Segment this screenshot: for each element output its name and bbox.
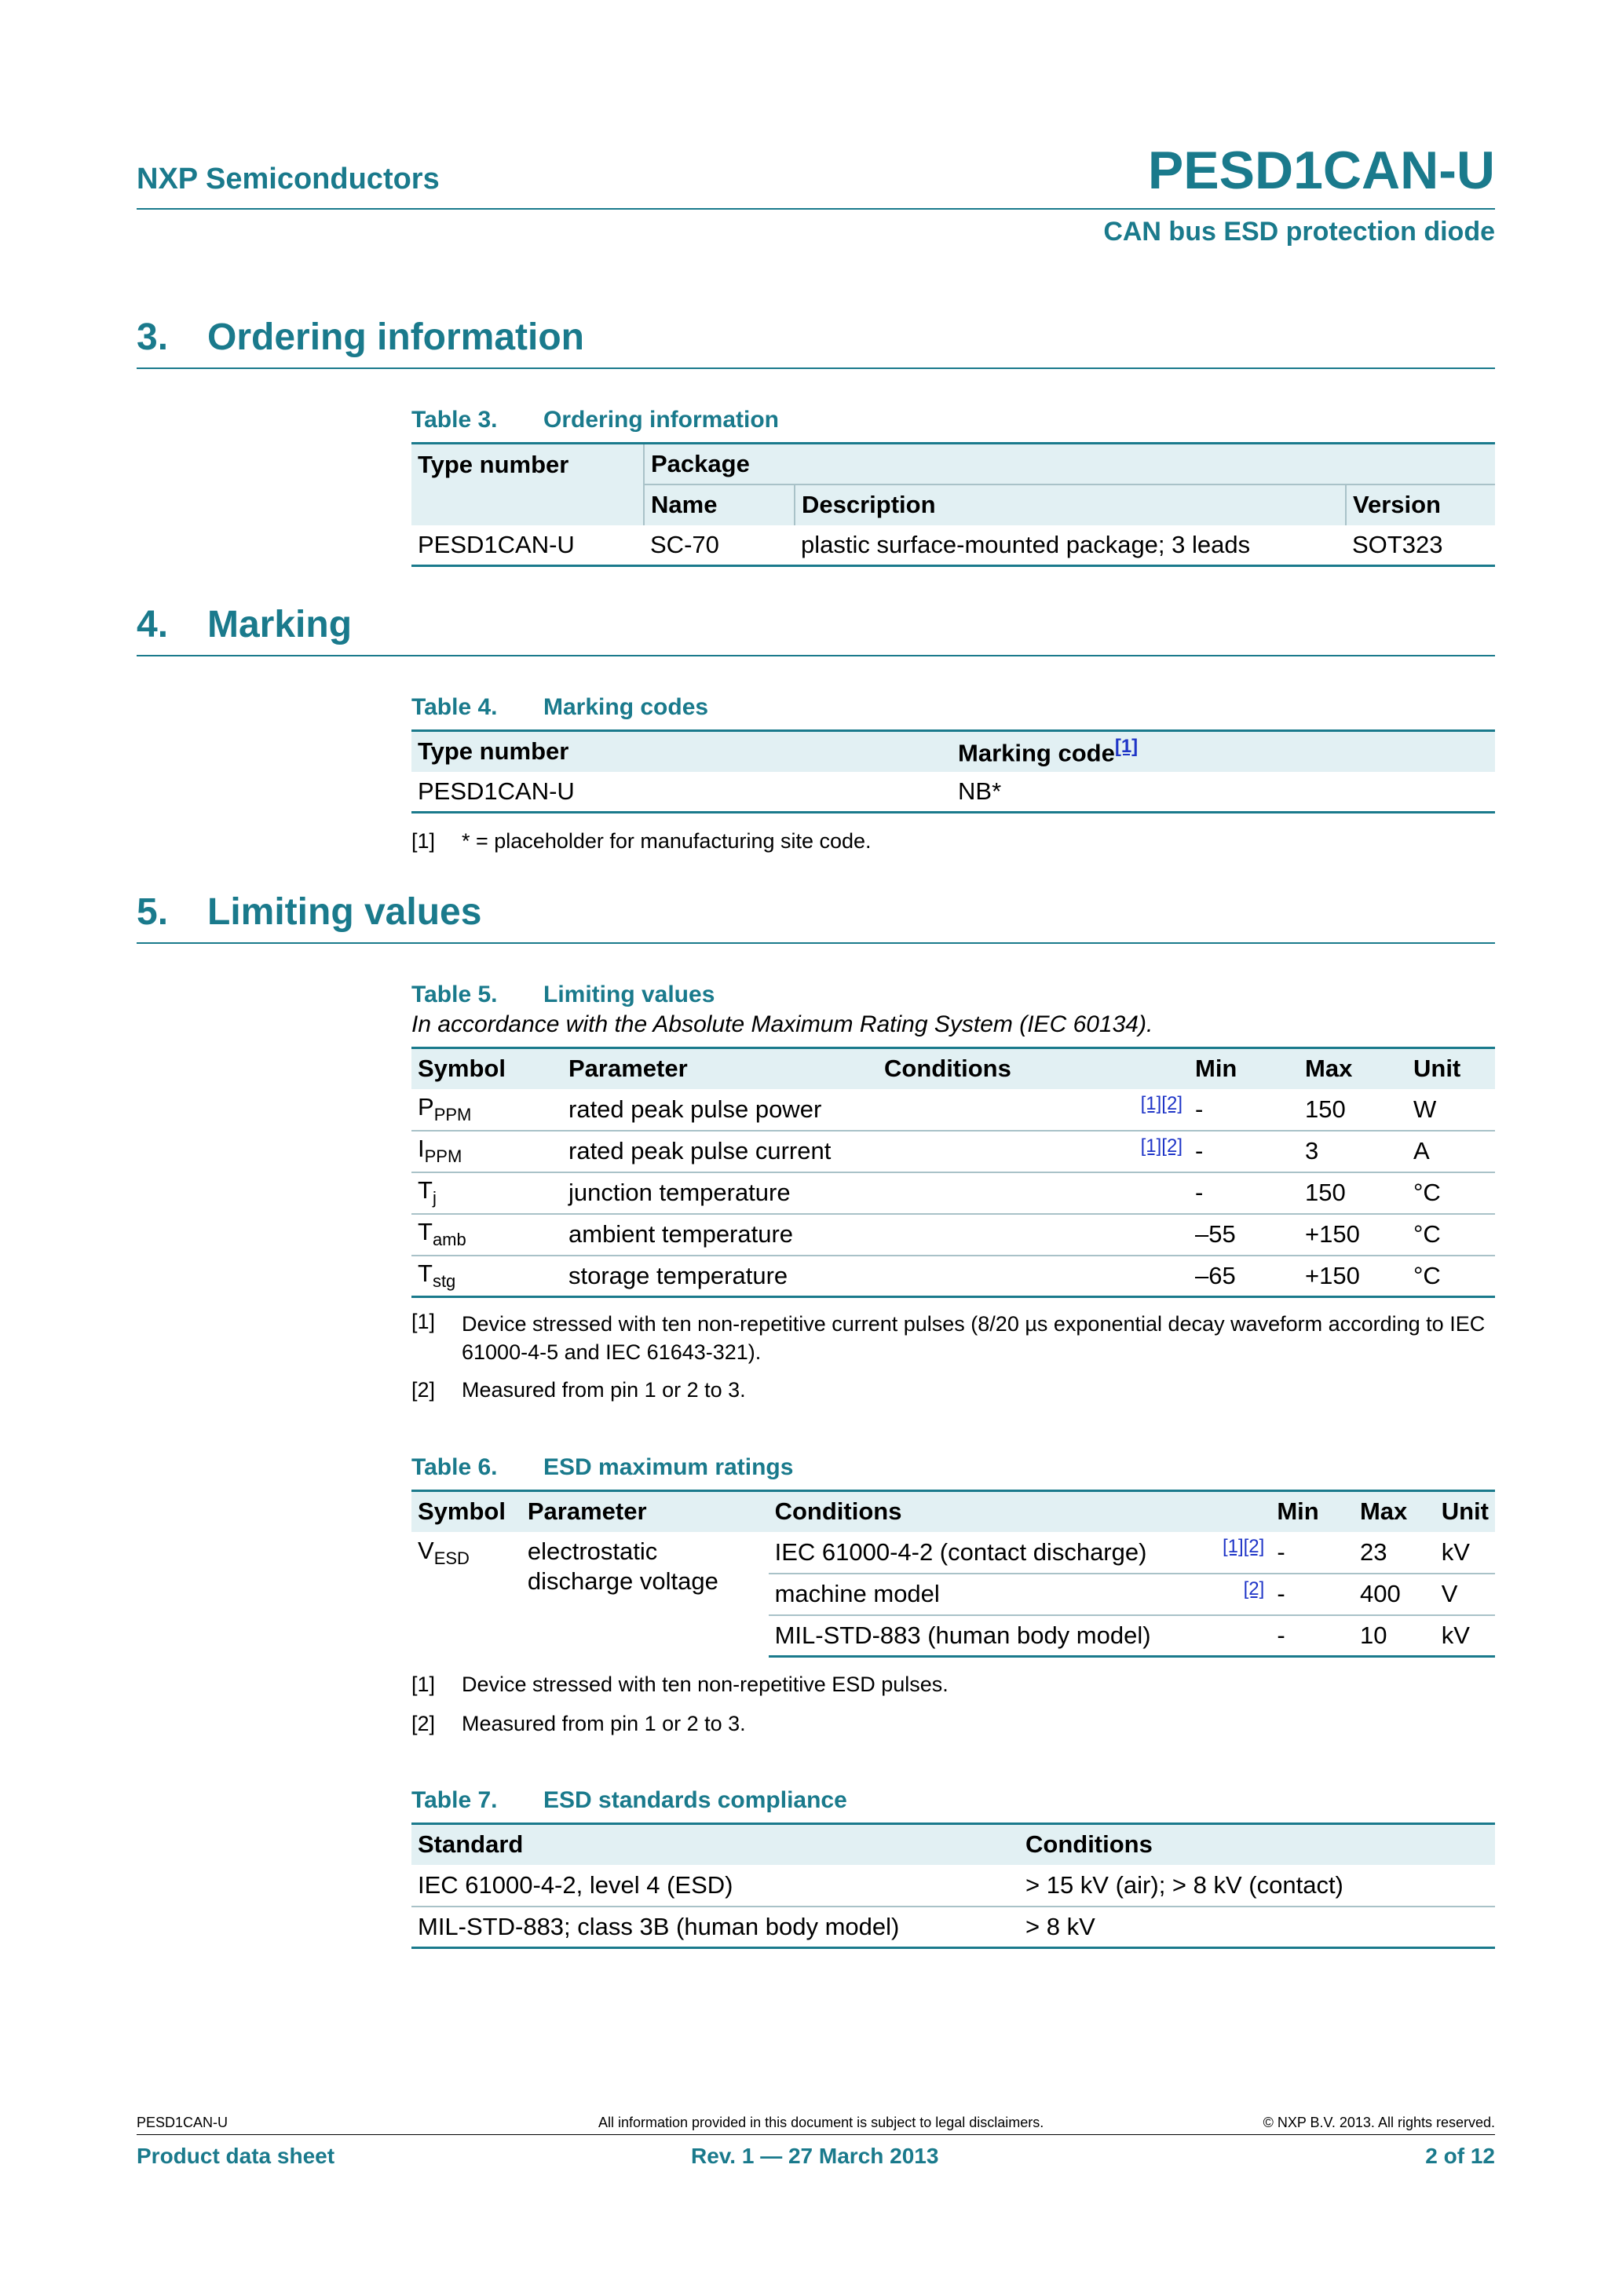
header-conditions: Conditions [769,1491,1271,1532]
table-label: Table 4. [411,694,498,720]
cell-conditions [878,1172,1113,1214]
section-rule [137,655,1495,656]
cell-conditions: IEC 61000-4-2 (contact discharge) [769,1532,1190,1574]
header-parameter: Parameter [562,1048,878,1089]
header-type-number: Type number [411,731,952,772]
table-6-caption [411,1454,793,1481]
cell-unit: °C [1407,1172,1495,1214]
company-name: NXP Semiconductors [137,163,440,196]
table-row [411,1907,1495,1948]
table-row [411,772,1495,813]
cell-max: 400 [1354,1574,1435,1615]
table-row [411,525,1495,566]
cell-parameter: rated peak pulse power [562,1089,878,1131]
cell-ref [1113,1089,1189,1131]
section-number: 4. [137,604,169,645]
footnote-ref[interactable]: [1][2] [1222,1536,1265,1558]
esd-ratings-table [411,1490,1495,1658]
cell-name: SC-70 [644,525,795,566]
marking-table [411,729,1495,813]
limiting-values-table [411,1047,1495,1298]
cell-version: SOT323 [1346,525,1495,566]
cell-symbol [411,1089,562,1131]
cell-max: 150 [1299,1089,1407,1131]
cell-min: - [1270,1532,1354,1574]
cell-standard: IEC 61000-4-2, level 4 (ESD) [411,1865,1019,1907]
cell-max: 3 [1299,1131,1407,1172]
cell-unit: V [1435,1574,1495,1615]
note-text: Measured from pin 1 or 2 to 3. [462,1378,746,1402]
cell-parameter: electrostatic discharge voltage [527,1537,718,1595]
header-version: Version [1346,484,1495,525]
product-title: PESD1CAN-U [1147,141,1495,200]
table-5-note-1 [411,1310,1495,1366]
section-rule [137,942,1495,944]
cell-min: - [1270,1574,1354,1615]
cell-parameter: junction temperature [562,1172,878,1214]
table-label: Table 6. [411,1454,498,1480]
footer-disclaimer: All information provided in this document is subject to legal disclaimers. [598,2115,1044,2130]
cell-unit: °C [1407,1256,1495,1297]
cell-parameter: rated peak pulse current [562,1131,878,1172]
symbol-main: T [418,1260,433,1288]
header-unit: Unit [1435,1491,1495,1532]
table-title: Limiting values [543,982,715,1007]
table-title: ESD maximum ratings [543,1454,794,1480]
header-max: Max [1299,1048,1407,1089]
header-marking-code [952,731,1495,772]
note-number: [1] [411,829,436,853]
header-min: Min [1270,1491,1354,1532]
table-row [411,1089,1495,1131]
symbol-main: T [418,1218,433,1246]
table-title: ESD standards compliance [543,1787,847,1813]
symbol-main: T [418,1176,433,1205]
cell-ref [1113,1256,1189,1297]
esd-compliance-table [411,1823,1495,1949]
note-text: Device stressed with ten non-repetitive ESD pulses. [462,1673,949,1696]
cell-ref [1113,1172,1189,1214]
note-text: Device stressed with ten non-repetitive current pulses (8/20 µs exponential decay waveform according to IEC 61000-4-5 and IEC 61643-321). [462,1312,1486,1364]
cell-symbol [411,1172,562,1214]
cell-unit: A [1407,1131,1495,1172]
section-4-title [137,603,352,646]
cell-type-number: PESD1CAN-U [411,525,644,566]
header-conditions: Conditions [878,1048,1189,1089]
table-4-note-1 [411,829,872,854]
table-6-note-2 [411,1712,746,1736]
cell-max: 23 [1354,1532,1435,1574]
header-min: Min [1189,1048,1299,1089]
table-7-caption [411,1787,847,1814]
section-heading: Limiting values [207,891,482,933]
footnote-ref[interactable]: [1] [1114,736,1139,758]
table-row [411,1131,1495,1172]
note-text: * = placeholder for manufacturing site code. [462,829,872,853]
header-parameter: Parameter [521,1491,769,1532]
footer-doc-id: PESD1CAN-U [137,2115,228,2130]
table-row [411,1532,1495,1574]
header-symbol: Symbol [411,1048,562,1089]
cell-min: - [1189,1089,1299,1131]
symbol-main: P [418,1092,434,1121]
ordering-table [411,442,1495,567]
cell-parameter: storage temperature [562,1256,878,1297]
cell-symbol [411,1532,521,1657]
header-type-number: Type number [411,444,644,525]
table-title: Ordering information [543,407,779,433]
footer-doc-type: Product data sheet [137,2144,335,2168]
cell-ref [1190,1574,1270,1615]
note-number: [1] [411,1310,436,1333]
table-row [411,1865,1495,1907]
cell-symbol [411,1131,562,1172]
section-heading: Ordering information [207,316,584,358]
cell-symbol [411,1256,562,1297]
footnote-ref[interactable]: [1][2] [1140,1135,1183,1157]
cell-conditions: machine model [769,1574,1190,1615]
table-row [411,1256,1495,1297]
symbol-sub: stg [432,1271,456,1292]
cell-unit: W [1407,1089,1495,1131]
header-rule [137,208,1495,210]
note-number: [1] [411,1673,436,1696]
table-5-note-2 [411,1378,746,1402]
footer-copyright: © NXP B.V. 2013. All rights reserved. [1263,2115,1495,2130]
table-5-caption [411,982,715,1008]
cell-conditions: > 15 kV (air); > 8 kV (contact) [1019,1865,1495,1907]
table-title: Marking codes [543,694,709,720]
cell-max: 10 [1354,1615,1435,1657]
header-unit: Unit [1407,1048,1495,1089]
header-conditions: Conditions [1019,1824,1495,1865]
header-description: Description [795,484,1346,525]
table-label: Table 3. [411,407,498,433]
table-row [411,1172,1495,1214]
note-number: [2] [411,1378,436,1402]
cell-conditions [878,1256,1113,1297]
cell-min: - [1270,1615,1354,1657]
footnote-ref[interactable]: [1][2] [1140,1093,1183,1115]
cell-unit: °C [1407,1214,1495,1256]
cell-marking-code: NB* [952,772,1495,813]
section-rule [137,367,1495,369]
cell-standard: MIL-STD-883; class 3B (human body model) [411,1907,1019,1948]
cell-conditions [878,1089,1113,1131]
cell-description: plastic surface-mounted package; 3 leads [795,525,1346,566]
cell-type-number: PESD1CAN-U [411,772,952,813]
symbol-main: V [418,1536,434,1564]
table-4-caption [411,694,708,721]
symbol-sub: PPM [424,1146,462,1167]
table-label: Table 7. [411,1787,498,1813]
cell-parameter: ambient temperature [562,1214,878,1256]
symbol-sub: ESD [433,1548,470,1568]
footer-page-number: 2 of 12 [1425,2144,1495,2168]
header-standard: Standard [411,1824,1019,1865]
footer-revision: Rev. 1 — 27 March 2013 [691,2144,939,2168]
cell-max: +150 [1299,1256,1407,1297]
product-subtitle: CAN bus ESD protection diode [1103,217,1495,247]
cell-min: - [1189,1131,1299,1172]
section-number: 5. [137,891,169,933]
cell-min: –65 [1189,1256,1299,1297]
table-6-note-1 [411,1673,949,1697]
cell-ref [1190,1532,1270,1574]
cell-conditions [878,1214,1113,1256]
cell-max: 150 [1299,1172,1407,1214]
footnote-ref[interactable]: [2] [1243,1578,1265,1600]
note-text: Measured from pin 1 or 2 to 3. [462,1712,746,1735]
header-name: Name [644,484,795,525]
cell-ref [1190,1615,1270,1657]
table-row [411,1214,1495,1256]
section-5-title [137,890,481,934]
cell-min: - [1189,1172,1299,1214]
header-max: Max [1354,1491,1435,1532]
cell-min: –55 [1189,1214,1299,1256]
header-marking-code-label: Marking code [958,739,1115,767]
header-symbol: Symbol [411,1491,521,1532]
section-number: 3. [137,316,169,358]
table-label: Table 5. [411,982,498,1007]
cell-conditions: MIL-STD-883 (human body model) [769,1615,1190,1657]
cell-conditions [878,1131,1113,1172]
symbol-main: I [418,1135,425,1163]
symbol-sub: amb [432,1230,466,1250]
symbol-sub: j [432,1188,437,1208]
table-3-caption [411,407,779,433]
section-3-title [137,316,584,359]
cell-conditions: > 8 kV [1019,1907,1495,1948]
cell-max: +150 [1299,1214,1407,1256]
cell-ref [1113,1214,1189,1256]
header-package: Package [644,444,1495,484]
cell-unit: kV [1435,1615,1495,1657]
cell-unit: kV [1435,1532,1495,1574]
footer-rule [137,2134,1495,2135]
symbol-sub: PPM [433,1105,472,1125]
cell-ref [1113,1131,1189,1172]
table-5-subtitle: In accordance with the Absolute Maximum Rating System (IEC 60134). [411,1011,1153,1037]
section-heading: Marking [207,604,353,645]
note-number: [2] [411,1712,436,1735]
cell-symbol [411,1214,562,1256]
